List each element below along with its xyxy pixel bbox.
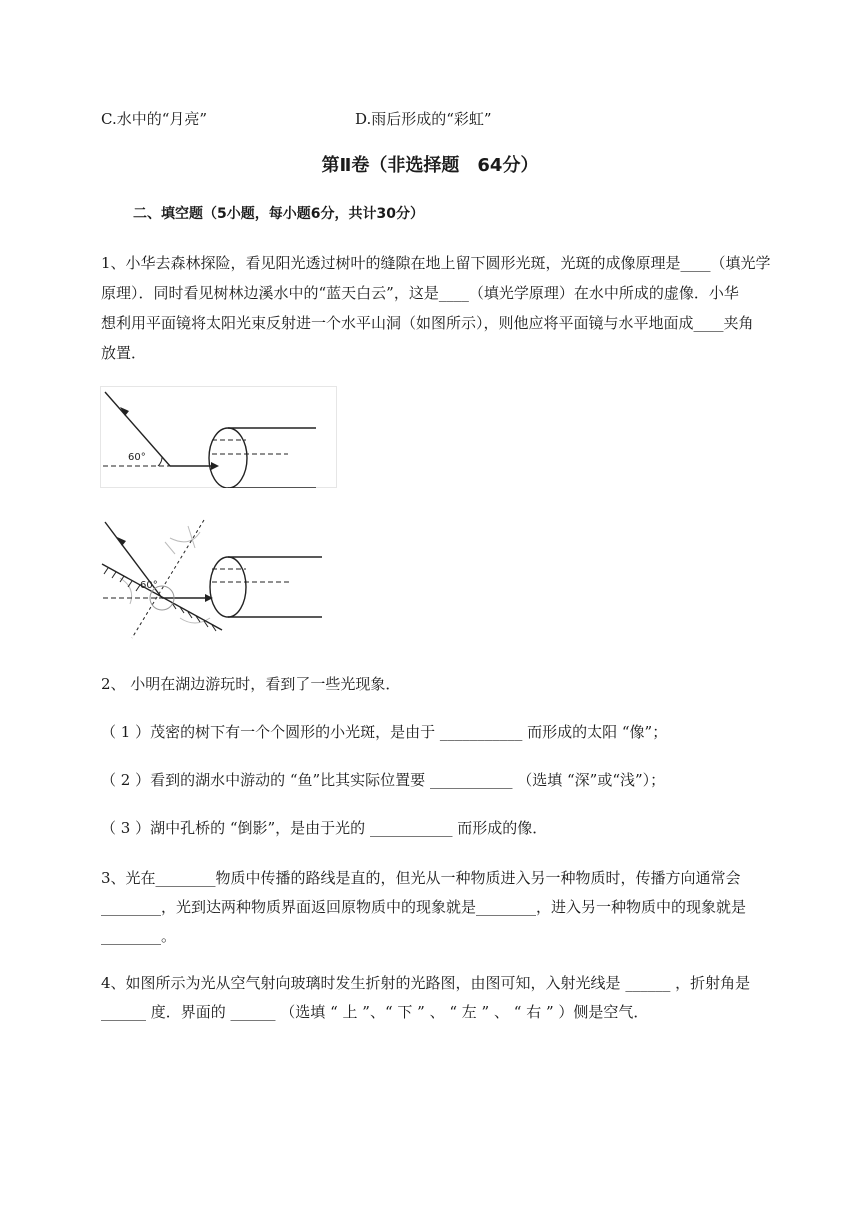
- fig1-angle-label: 60°: [128, 452, 146, 463]
- option-c: C.水中的“月亮”: [101, 110, 208, 128]
- q2-stem: 2、 小明在湖边游玩时，看到了一些光现象．: [101, 675, 401, 693]
- section-title: 第Ⅱ卷（非选择题 64分）: [321, 155, 539, 176]
- q1-line-4: 放置．: [101, 344, 147, 362]
- section-subtitle: 二、填空题（5小题，每小题6分，共计30分）: [133, 206, 424, 222]
- q2-item-3: （ 3 ）湖中孔桥的 “倒影”，是由于光的 ___________ 而形成的像．: [101, 819, 548, 837]
- q1-line-2: 原理）．同时看见树林边溪水中的“蓝天白云”，这是____（填光学原理）在水中所成的虚像．小华: [101, 284, 739, 302]
- q3-line-1: 3、光在________物质中传播的路线是直的，但光从一种物质进入另一种物质时，传播方向通常会: [101, 869, 741, 887]
- light-diagram-figure-2: [100, 518, 340, 646]
- fig2-angle-label: 60°: [140, 580, 158, 591]
- option-d: D.雨后形成的“彩虹”: [355, 110, 492, 128]
- q4-line-1: 4、如图所示为光从空气射向玻璃时发生折射的光路图，由图可知，入射光线是 ______ ，折射角是: [101, 974, 751, 992]
- q4-line-2: ______ 度．界面的 ______ （选填 “ 上 ”、“ 下 ” 、 “ 左 ” 、 “ 右 ” ）侧是空气．: [101, 1003, 649, 1021]
- light-diagram-figure-1: [100, 386, 338, 488]
- q1-line-1: 1、小华去森林探险，看见阳光透过树叶的缝隙在地上留下圆形光斑，光斑的成像原理是____（填光学: [101, 254, 771, 272]
- q3-line-2: ________，光到达两种物质界面返回原物质中的现象就是________，进入另一种物质中的现象就是: [101, 898, 747, 916]
- q2-item-2: （ 2 ）看到的湖水中游动的 “鱼”比其实际位置要 ___________ （选填 “深”或“浅”）；: [101, 771, 666, 789]
- q3-line-3: ________。: [101, 927, 177, 945]
- q2-item-1: （ 1 ）茂密的树下有一个个圆形的小光斑，是由于 ___________ 而形成的太阳 “像”；: [101, 723, 668, 741]
- q1-line-3: 想利用平面镜将太阳光束反射进一个水平山洞（如图所示），则他应将平面镜与水平地面成____夹角: [101, 314, 754, 332]
